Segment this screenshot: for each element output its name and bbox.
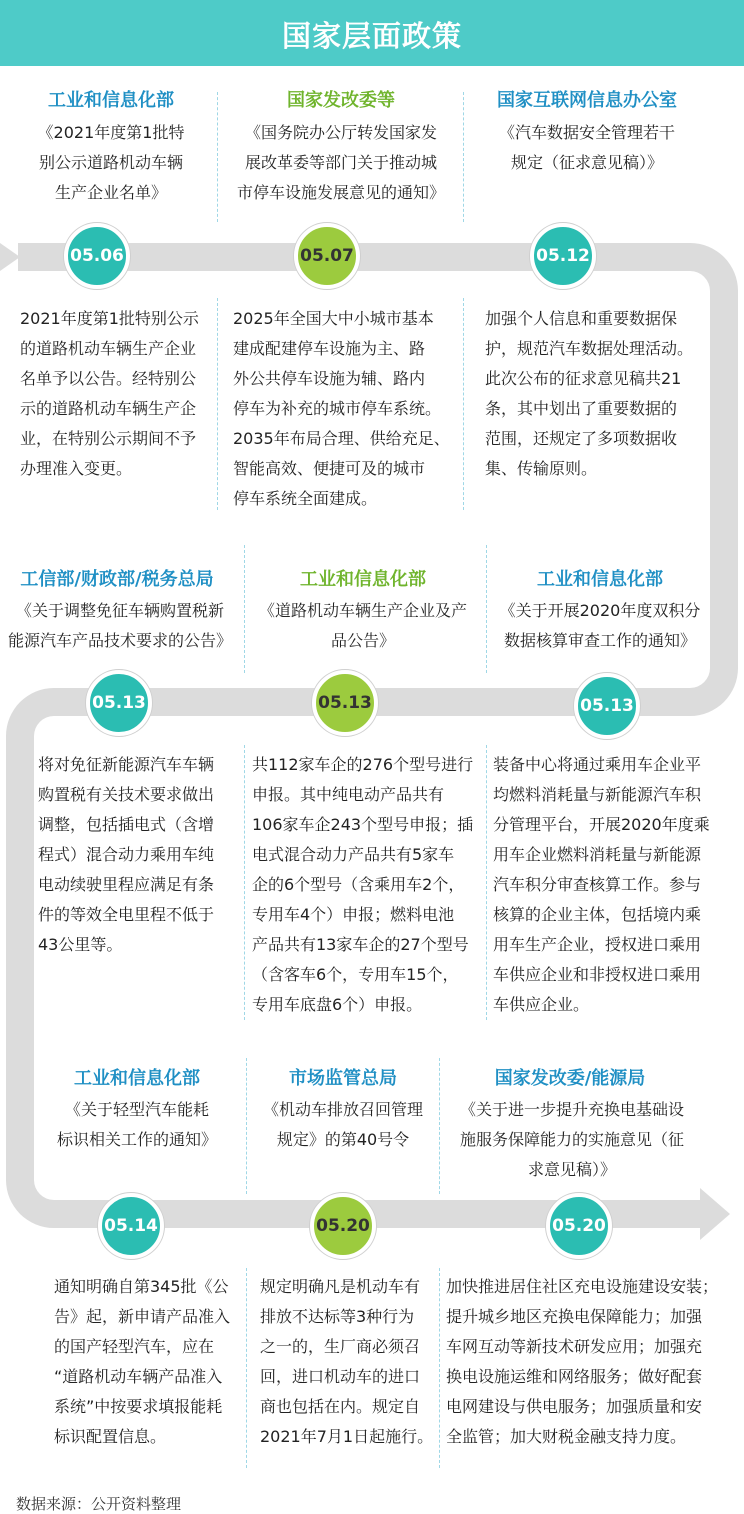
- document-title: 《关于调整免征车辆购置税新 能源汽车产品技术要求的公告》: [7, 601, 232, 650]
- date-node: 05.14: [98, 1193, 164, 1259]
- column-divider: [244, 745, 245, 1020]
- column-divider: [246, 1058, 247, 1194]
- policy-description: 规定明确凡是机动车有 排放不达标等3种行为 之一的，生厂商必须召 回，进口机动车的进口 商也包括在内。规定自 2021年7月1日起施行。: [260, 1277, 434, 1446]
- policy-description: 装备中心将通过乘用车企业平 均燃料消耗量与新能源汽车积 分管理平台，开展2020年度乘 用车企业燃料消耗量与新能源 汽车积分审查核算工作。参与 核算的企业主体，包括境内乘 用车生产企业，授权进口乘用 车供应企业和非授权进口乘用 车供应企业。: [493, 755, 710, 1014]
- policy-description: 加快推进居住社区充电设施建设安装； 提升城乡地区充换电保障能力；加强 车网互动等新技术研发应用；加强充 换电设施运维和网络服务；做好配套 电网建设与供电服务；加强质量和安 全监管；加大财税金融支持力度。: [446, 1277, 719, 1446]
- agency-label: 国家互联网信息办公室: [497, 90, 677, 111]
- policy-description: 2021年度第1批特别公示 的道路机动车辆生产企业 名单予以公告。经特别公 示的道路机动车辆生产企 业，在特别公示期间不予 办理准入变更。: [20, 309, 199, 478]
- date-node: 05.13: [86, 670, 152, 736]
- document-title: 《关于轻型汽车能耗 标识相关工作的通知》: [56, 1100, 217, 1149]
- column-divider: [463, 92, 464, 222]
- agency-label: 国家发改委等: [287, 90, 395, 111]
- date-node: 05.07: [294, 223, 360, 289]
- agency-label: 国家发改委/能源局: [494, 1068, 646, 1089]
- column-divider: [217, 92, 218, 222]
- document-title: 《关于进一步提升充换电基础设 施服务保障能力的实施意见（征 求意见稿）》: [459, 1100, 684, 1179]
- agency-label: 工业和信息化部: [48, 90, 174, 111]
- column-divider: [217, 298, 218, 510]
- agency-label: 工业和信息化部: [537, 569, 663, 590]
- policy-description: 将对免征新能源汽车车辆 购置税有关技术要求做出 调整，包括插电式（含增 程式）混合动力乘用车纯 电动续驶里程应满足有条 件的等效全电里程不低于 43公里等。: [38, 755, 215, 954]
- date-node: 05.20: [546, 1193, 612, 1259]
- page-title: 国家层面政策: [281, 19, 462, 53]
- document-title: 《道路机动车辆生产企业及产 品公告》: [258, 601, 467, 650]
- policy-description: 加强个人信息和重要数据保 护，规范汽车数据处理活动。 此次公布的征求意见稿共21 条，其中划出了重要数据的 范围，还规定了多项数据收 集、传输原则。: [485, 309, 694, 478]
- column-divider: [486, 545, 487, 673]
- agency-label: 工业和信息化部: [300, 569, 426, 590]
- agency-label: 工业和信息化部: [74, 1068, 200, 1089]
- column-divider: [439, 1058, 440, 1194]
- data-source-note: 数据来源：公开资料整理: [16, 1495, 182, 1513]
- document-title: 《国务院办公厅转发国家发 展改革委等部门关于推动城 市停车设施发展意见的通知》: [236, 123, 445, 202]
- date-node: 05.13: [312, 670, 378, 736]
- policy-description: 通知明确自第345批《公 告》起，新申请产品准入 的国产轻型汽车，应在 “道路机动车辆产品准入 系统”中按要求填报能耗 标识配置信息。: [54, 1277, 231, 1446]
- document-title: 《汽车数据安全管理若干 规定（征求意见稿）》: [498, 123, 675, 172]
- policy-description: 2025年全国大中小城市基本 建成配建停车设施为主、路 外公共停车设施为辅、路内 停车为补充的城市停车系统。 2035年布局合理、供给充足、 智能高效、便捷可及的城市 停车系统全面建成。: [233, 309, 450, 508]
- date-node: 05.12: [530, 223, 596, 289]
- column-divider: [486, 745, 487, 1020]
- date-node: 05.06: [64, 223, 130, 289]
- document-title: 《关于开展2020年度双积分 数据核算审查工作的通知》: [499, 601, 701, 650]
- road-arrow-head: [700, 1188, 730, 1240]
- agency-label: 市场监管总局: [289, 1068, 397, 1089]
- column-divider: [244, 545, 245, 673]
- policy-description: 共112家车企的276个型号进行 申报。其中纯电动产品共有 106家车企243个型号申报；插 电式混合动力产品共有5家车 企的6个型号（含乘用车2个， 专用车4个）申报；燃料电池 产品共有13家车企的27个型号 （含客车6个，专用车15个， 专用车底盘6个）申报。: [252, 755, 474, 1014]
- document-title: 《机动车排放召回管理 规定》的第40号令: [262, 1100, 423, 1149]
- column-divider: [439, 1268, 440, 1468]
- date-node: 05.13: [574, 673, 640, 739]
- column-divider: [246, 1268, 247, 1468]
- road-tail-left: [0, 243, 20, 271]
- date-node: 05.20: [310, 1193, 376, 1259]
- column-divider: [463, 298, 464, 510]
- document-title: 《2021年度第1批特 别公示道路机动车辆 生产企业名单》: [37, 123, 185, 202]
- agency-label: 工信部/财政部/税务总局: [20, 569, 214, 590]
